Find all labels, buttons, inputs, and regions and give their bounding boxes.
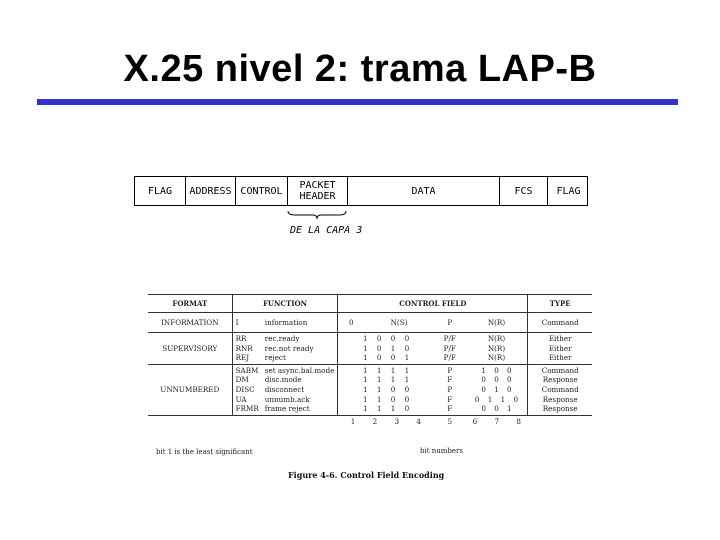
pf-ua: F [447, 394, 453, 404]
format-supervisory: SUPERVISORY [148, 333, 232, 365]
bits-frmr: 1 1 1 0 [363, 404, 410, 414]
desc-frmr: frame reject [264, 404, 310, 414]
bit-number: 1 [350, 416, 356, 426]
type-information: Command [528, 313, 592, 333]
bit-number: 2 [372, 416, 378, 426]
pf-frmr: F [447, 404, 453, 414]
pf-unnumbered [434, 364, 466, 415]
desc-sabm: set async.bal.mode [264, 365, 335, 375]
tail-frmr: 0 0 1 [481, 404, 512, 414]
type-rr: Either [548, 334, 572, 343]
ns-field: N(S) [364, 313, 434, 333]
type-sabm: Command [541, 365, 579, 375]
desc-rnr: rec.not ready [264, 343, 314, 353]
pf-disc: P [447, 384, 453, 394]
bits-rej: 1 0 0 1 [363, 353, 410, 363]
table-header-row [148, 295, 592, 313]
bits-supervisory [338, 333, 434, 365]
layer3-label: DE LA CAPA 3 [290, 225, 363, 236]
code-disc: DISC [235, 384, 255, 394]
desc-disc: disconnect [264, 384, 305, 394]
bit-numbers-6-8 [466, 415, 528, 427]
code-ua: UA [235, 394, 247, 404]
tail-ua: 0 1 1 0 [474, 394, 519, 404]
bit-numbers-1-4 [338, 415, 434, 427]
bits-ua: 1 1 0 0 [363, 394, 410, 404]
bits-rnr: 1 0 1 0 [363, 343, 410, 353]
code-frmr: FRMR [235, 404, 259, 414]
frame-field-fcs: FCS [499, 177, 547, 205]
desc-ua: unnumb.ack [264, 394, 310, 404]
bit-number: 3 [394, 416, 400, 426]
nr-rnr: N(R) [487, 343, 506, 353]
nr-rr: N(R) [487, 334, 506, 343]
bit1-information: 0 [338, 313, 364, 333]
type-rnr: Either [548, 343, 572, 353]
type-rej: Either [548, 353, 572, 363]
desc-rr: rec.ready [264, 334, 300, 343]
table-row-information [148, 313, 592, 333]
format-information: INFORMATION [148, 313, 232, 333]
bit-number-row [148, 415, 592, 427]
desc-information: information [262, 313, 338, 333]
nr-rej: N(R) [487, 353, 506, 363]
pf-dm: F [447, 375, 453, 385]
frame-field-packet-header: PACKET HEADER [287, 177, 347, 205]
slide-title: X.25 nivel 2: trama LAP-B [123, 48, 597, 90]
codes-supervisory [232, 333, 262, 365]
pf-supervisory [434, 333, 466, 365]
header-function: FUNCTION [232, 295, 338, 313]
nr-supervisory [466, 333, 528, 365]
header-control-field: CONTROL FIELD [338, 295, 528, 313]
tail-unnumbered [466, 364, 528, 415]
lapb-frame-diagram [134, 176, 588, 206]
table-row-unnumbered [148, 364, 592, 415]
tail-dm: 0 0 0 [481, 375, 512, 385]
tail-sabm: 1 0 0 [481, 365, 512, 375]
desc-rej: reject [264, 353, 286, 363]
types-supervisory [528, 333, 592, 365]
format-unnumbered: UNNUMBERED [148, 364, 232, 415]
header-type: TYPE [528, 295, 592, 313]
code-rnr: RNR [235, 343, 253, 353]
type-frmr: Response [542, 404, 578, 414]
pf-rr: P/F [443, 334, 456, 343]
table-footnote: bit 1 is the least significant [156, 448, 253, 456]
type-ua: Response [542, 394, 578, 404]
table-row-supervisory [148, 333, 592, 365]
code-rej: REJ [235, 353, 250, 363]
pf-rej: P/F [443, 353, 456, 363]
code-rr: RR [235, 334, 247, 343]
code-i: I [232, 313, 262, 333]
bits-unnumbered [338, 364, 434, 415]
p-field: P [434, 313, 466, 333]
code-dm: DM [235, 375, 249, 385]
pf-sabm: P [447, 365, 453, 375]
bit-number: 8 [516, 416, 521, 426]
desc-dm: disc.mode [264, 375, 302, 385]
bits-rr: 1 0 0 0 [363, 334, 410, 343]
control-field-table [148, 294, 592, 427]
bit-number: 7 [494, 416, 500, 426]
nr-field: N(R) [466, 313, 528, 333]
types-unnumbered [528, 364, 592, 415]
bits-disc: 1 1 0 0 [363, 384, 410, 394]
bit-number: 6 [472, 416, 478, 426]
type-disc: Command [541, 384, 579, 394]
bit-number: 5 [447, 416, 453, 426]
control-field-table-scan [148, 294, 592, 427]
tail-disc: 0 1 0 [481, 384, 512, 394]
title-underline [37, 99, 678, 105]
code-sabm: SABM [235, 365, 259, 375]
pf-rnr: P/F [443, 343, 456, 353]
header-format: FORMAT [148, 295, 232, 313]
bits-sabm: 1 1 1 1 [363, 365, 410, 375]
frame-field-flag-end: FLAG [547, 177, 589, 205]
type-dm: Response [542, 375, 578, 385]
frame-field-control: CONTROL [235, 177, 287, 205]
codes-unnumbered [232, 364, 262, 415]
frame-field-address: ADDRESS [185, 177, 235, 205]
bit-numbers-label: bit numbers [420, 447, 463, 455]
bit-number: 4 [416, 416, 421, 426]
frame-field-flag-start: FLAG [147, 185, 173, 197]
bits-dm: 1 1 1 1 [363, 375, 410, 385]
descs-unnumbered [262, 364, 338, 415]
frame-field-data: DATA [347, 177, 499, 205]
layer3-brace [287, 210, 347, 220]
figure-caption: Figure 4-6. Control Field Encoding [288, 470, 445, 480]
descs-supervisory [262, 333, 338, 365]
